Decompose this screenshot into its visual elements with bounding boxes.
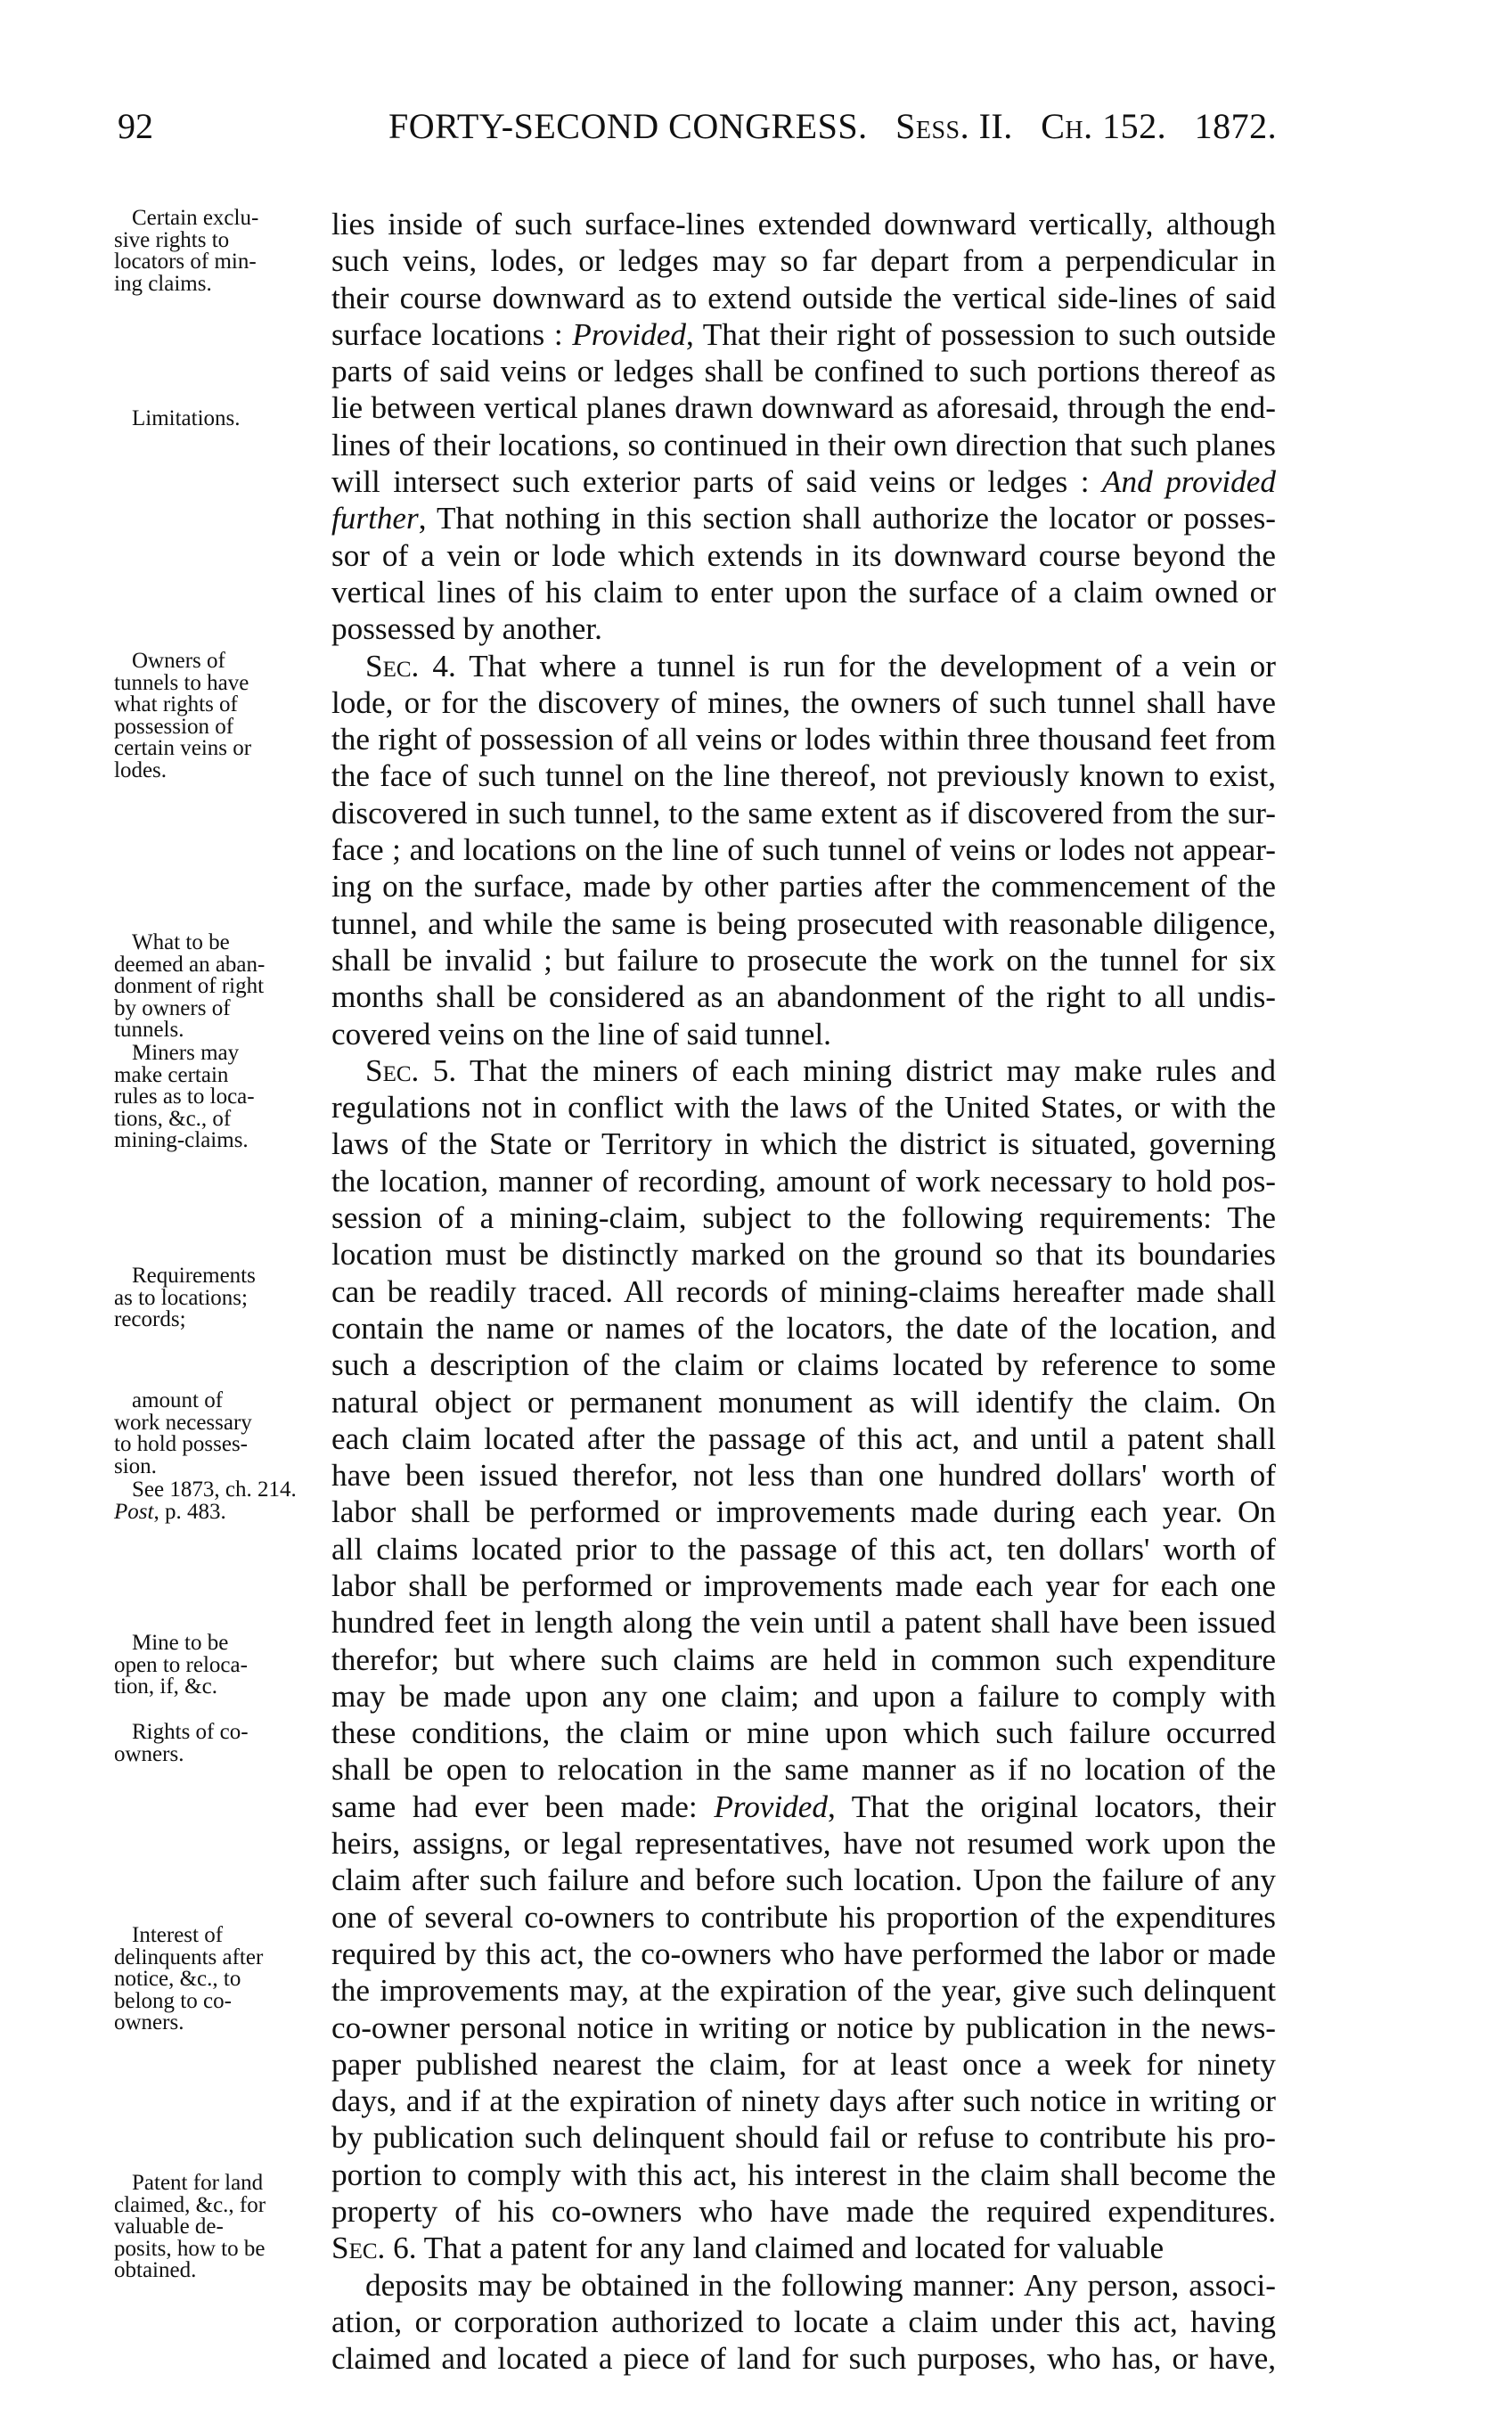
margin-note [114, 1722, 323, 1765]
body-line: days, and if at the expiration of ninety days after such notice in writing or [331, 2083, 1276, 2119]
body-line: lode, or for the discovery of mines, the owners of such tunnel shall have [331, 684, 1276, 720]
margin-note-line: Post, p. 483. [114, 1499, 226, 1524]
margin-note-line: by owners of [114, 995, 231, 1020]
body-line: property of his co-owners who have made the required expenditures. [331, 2194, 1276, 2230]
body-line: further, That nothing in this section shall authorize the locator or posses- [331, 501, 1276, 536]
margin-note-line: Mine to be [132, 1631, 229, 1655]
body-line: lie between vertical planes drawn downward as aforesaid, through the end- [331, 390, 1276, 426]
body-line: face ; and locations on the line of such tunnel of veins or lodes not appear- [331, 832, 1276, 868]
margin-note [114, 408, 323, 430]
body-line: paper published nearest the claim, for at least once a week for ninety [331, 2046, 1276, 2082]
margin-note-line: ing claims. [114, 271, 212, 296]
section-label: Sec. [331, 2231, 386, 2266]
body-line: possessed by another. [331, 611, 602, 647]
margin-note-line: delinquents after [114, 1944, 264, 1969]
margin-note-line: open to reloca- [114, 1652, 248, 1677]
body-line: tunnel, and while the same is being prosecuted with reasonable diligence, [331, 905, 1276, 941]
body-line: by publication such delinquent should fail or refuse to contribute his pro- [331, 2120, 1276, 2156]
chapter-label: Ch. 152. [1041, 106, 1167, 146]
body-line: session of a mining-claim, subject to the following requirements: The [331, 1200, 1276, 1236]
section-label: Sec. [365, 648, 420, 684]
body-line: claimed and located a piece of land for such purposes, who has, or have, [331, 2341, 1276, 2377]
body-line: claim after such failure and before such location. Upon the failure of any [331, 1862, 1276, 1898]
margin-note-line: amount of [132, 1388, 224, 1412]
margin-note-line: rules as to loca- [114, 1085, 255, 1109]
body-line: therefor; but where such claims are held in common such expenditure [331, 1641, 1276, 1677]
body-line: location must be distinctly marked on the ground so that its boundaries [331, 1237, 1276, 1273]
body-line: co-owner personal notice in writing or notice by publication in the news- [331, 2010, 1276, 2045]
margin-note-line: lodes. [114, 757, 168, 782]
margin-note [114, 932, 323, 1042]
body-line: parts of said veins or ledges shall be confined to such portions thereof as [331, 354, 1276, 389]
margin-note [114, 2173, 323, 2282]
body-line: sor of a vein or lode which extends in its downward course beyond the [331, 537, 1276, 573]
proviso-italic: Provided [714, 1789, 828, 1824]
body-line: these conditions, the claim or mine upon which such failure occurred [331, 1715, 1276, 1751]
body-line: Sec. 6. That a patent for any land claimed and located for valuable [331, 2231, 1165, 2266]
session-label: Sess. II. [895, 106, 1013, 146]
body-line: such veins, lodes, or ledges may so far depart from a perpendicular in [331, 243, 1276, 279]
body-line: lies inside of such surface-lines extended downward vertically, although [331, 207, 1276, 242]
margin-note-line: Rights of co- [132, 1720, 249, 1744]
margin-note-line: certain veins or [114, 736, 252, 760]
body-line: labor shall be performed or improvements made during each year. On [331, 1494, 1276, 1530]
body-line: shall be open to relocation in the same manner as if no location of the [331, 1752, 1276, 1788]
margin-note-line: to hold posses- [114, 1432, 248, 1456]
margin-note [114, 651, 323, 782]
section-label: Sec. [365, 1052, 420, 1088]
body-line: ing on the surface, made by other parties after the commencement of the [331, 869, 1276, 905]
margin-note-line: What to be [132, 930, 230, 954]
margin-note-line: as to locations; [114, 1285, 248, 1310]
body-line: deposits may be obtained in the following manner: Any person, associ- [365, 2267, 1276, 2303]
body-line: the right of possession of all veins or lodes within three thousand feet from [331, 722, 1276, 757]
body-line: Sec. 5. That the miners of each mining district may make rules and [365, 1052, 1276, 1088]
margin-note-line: owners. [114, 2010, 184, 2034]
body-line: Sec. 4. That where a tunnel is run for the development of a vein or [365, 648, 1276, 684]
page-header [118, 105, 1276, 159]
body-line: portion to comply with this act, his interest in the claim shall become the [331, 2157, 1276, 2192]
margin-note-line: See 1873, ch. 214. [132, 1478, 297, 1502]
body-line: their course downward as to extend outside the vertical side-lines of said [331, 280, 1276, 315]
margin-note-line: records; [114, 1307, 186, 1331]
margin-note-line: notice, &c., to [114, 1967, 241, 1991]
margin-note [114, 1925, 323, 2034]
margin-note-line: posits, how to be [114, 2236, 266, 2261]
year-label: 1872. [1194, 106, 1278, 146]
margin-note-line: make certain [114, 1062, 229, 1087]
margin-note-line: obtained. [114, 2258, 197, 2282]
congress-title: FORTY-SECOND CONGRESS. [388, 106, 868, 146]
body-line: discovered in such tunnel, to the same extent as if discovered from the sur- [331, 795, 1276, 831]
body-line: same had ever been made: Provided, That the original locators, their [331, 1789, 1276, 1824]
body-line: laws of the State or Territory in which the district is situated, governing [331, 1126, 1276, 1162]
body-line: may be made upon any one claim; and upon a failure to comply with [331, 1678, 1276, 1714]
body-line: months shall be considered as an abandonment of the right to all undis- [331, 979, 1276, 1015]
body-line: vertical lines of his claim to enter upon the surface of a claim owned or [331, 574, 1276, 610]
margin-note-line: possession of [114, 714, 234, 739]
body-line: can be readily traced. All records of mining-claims hereafter made shall [331, 1273, 1276, 1309]
body-line: shall be invalid ; but failure to prosecute the work on the tunnel for six [331, 942, 1276, 978]
body-line: natural object or permanent monument as will identify the claim. On [331, 1384, 1276, 1420]
margin-note-line: tion, if, &c. [114, 1674, 217, 1699]
body-line: the face of such tunnel on the line thereof, not previously known to exist, [331, 758, 1276, 794]
body-line: have been issued therefor, not less than one hundred dollars' worth of [331, 1458, 1276, 1494]
body-line: one of several co-owners to contribute his proportion of the expenditures [331, 1899, 1276, 1935]
page-number: 92 [118, 106, 153, 146]
body-line: regulations not in conflict with the laws of the United States, or with the [331, 1090, 1276, 1126]
margin-note-line: Requirements [132, 1264, 256, 1288]
body-line: labor shall be performed or improvements made each year for each one [331, 1568, 1276, 1603]
proviso-italic: further [331, 501, 419, 536]
margin-note-line: valuable de- [114, 2214, 224, 2239]
margin-note-line: Limitations. [132, 406, 241, 430]
margin-note-line: deemed an aban- [114, 952, 266, 977]
margin-note-line: Miners may [132, 1041, 240, 1065]
margin-note-line: tunnels. [114, 1018, 184, 1042]
body-line: the location, manner of recording, amount of work necessary to hold pos- [331, 1163, 1276, 1199]
running-head [388, 105, 1277, 147]
margin-note-line: owners. [114, 1741, 184, 1766]
margin-note-line: sion. [114, 1453, 157, 1478]
margin-note-line: claimed, &c., for [114, 2192, 266, 2217]
margin-note-line: Owners of [132, 649, 225, 673]
body-line: contain the name or names of the locators, the date of the location, and [331, 1310, 1276, 1346]
body-line: each claim located after the passage of this act, and until a patent shall [331, 1420, 1276, 1456]
proviso-italic: And provided [1102, 464, 1276, 500]
margin-note-line: sive rights to [114, 227, 230, 252]
margin-note [114, 1043, 323, 1152]
body-line: the improvements may, at the expiration of the year, give such delinquent [331, 1973, 1276, 2009]
margin-note-line: work necessary [114, 1410, 252, 1435]
margin-note-line: tunnels to have [114, 670, 249, 695]
margin-note-line: Interest of [132, 1923, 224, 1947]
margin-note-line: tions, &c., of [114, 1106, 232, 1131]
margin-note-line: what rights of [114, 692, 238, 716]
body-line: hundred feet in length along the vein until a patent shall have been issued [331, 1605, 1276, 1641]
body-line: surface locations : Provided, That their right of possession to such outside [331, 316, 1276, 352]
margin-note-line: locators of min- [114, 250, 257, 274]
margin-note-line: Patent for land [132, 2171, 264, 2195]
body-line: lines of their locations, so continued in their own direction that such planes [331, 427, 1276, 463]
body-line: covered veins on the line of said tunnel. [331, 1016, 831, 1052]
body-line: will intersect such exterior parts of said veins or ledges : And provided [331, 464, 1276, 500]
margin-note [114, 208, 323, 295]
margin-note-line: belong to co- [114, 1988, 232, 2013]
margin-note [114, 1633, 323, 1699]
body-line: such a description of the claim or claims located by reference to some [331, 1347, 1276, 1383]
margin-note-line: Certain exclu- [132, 206, 259, 230]
margin-note [114, 1390, 323, 1478]
body-line: required by this act, the co-owners who have performed the labor or made [331, 1936, 1276, 1971]
margin-note-line: donment of right [114, 974, 265, 998]
body-text [331, 206, 1276, 2378]
margin-note [114, 1479, 323, 1523]
body-line: heirs, assigns, or legal representatives, have not resumed work upon the [331, 1826, 1276, 1862]
margin-note [114, 1265, 323, 1331]
body-line: all claims located prior to the passage of this act, ten dollars' worth of [331, 1531, 1276, 1567]
proviso-italic: Provided [572, 316, 686, 352]
margin-note-line: mining-claims. [114, 1128, 249, 1152]
body-line: ation, or corporation authorized to locate a claim under this act, having [331, 2304, 1276, 2339]
